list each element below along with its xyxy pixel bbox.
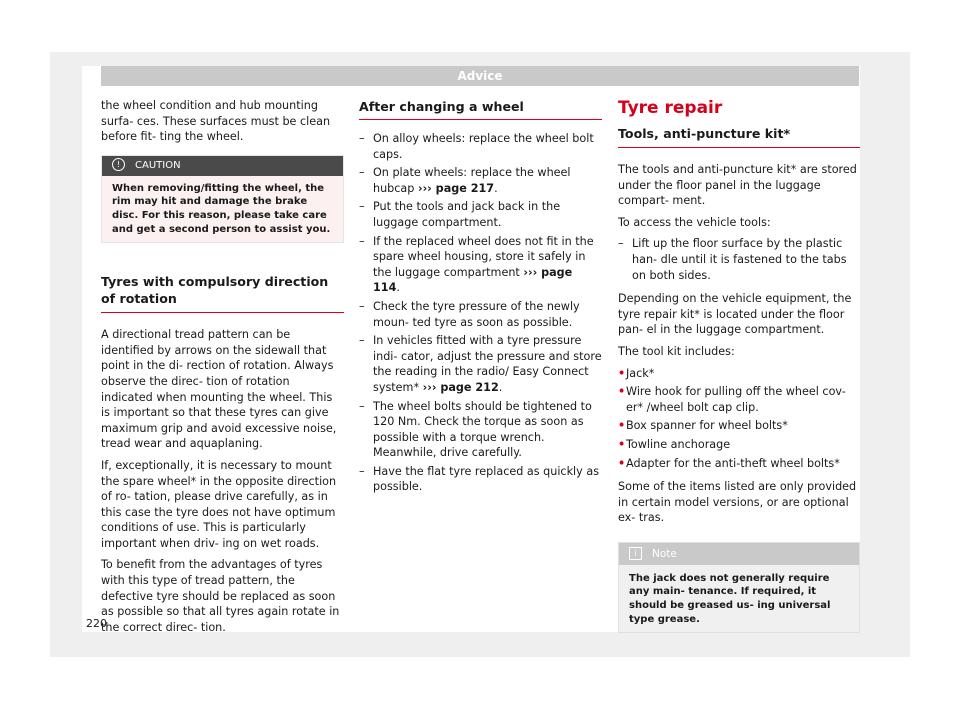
list-item: • Towline anchorage bbox=[618, 437, 860, 453]
caution-header bbox=[102, 156, 343, 176]
note-header bbox=[619, 543, 859, 565]
subsection-title-tools: Tools, anti-puncture kit* bbox=[618, 125, 860, 148]
paragraph: If, exceptionally, it is necessary to mount the spare wheel* in the opposite direction of ro- tation, please drive carefully, as in this case the tyre does not have optimum conditions of use. This is particularly important when driv- ing on wet roads. bbox=[101, 458, 337, 550]
list-item: – The wheel bolts should be tightened to 120 Nm. Check the torque as soon as possible with a torque wrench. Meanwhile, drive carefully. bbox=[359, 399, 602, 461]
paragraph: The tools and anti-puncture kit* are stored under the floor panel in the luggage compart- ment. bbox=[618, 163, 857, 208]
list-item: – Put the tools and jack back in the luggage compartment. bbox=[359, 199, 602, 230]
page-reference[interactable]: ››› page 217 bbox=[417, 181, 495, 195]
section-title-tyre-repair: Tyre repair bbox=[618, 98, 723, 118]
note-box bbox=[618, 542, 860, 633]
page-reference[interactable]: ››› page 212 bbox=[422, 380, 499, 394]
after-change-list bbox=[359, 131, 602, 495]
list-item: • Jack* bbox=[618, 366, 860, 382]
list-item: – If the replaced wheel does not fit in the spare wheel housing, store it safely in the luggage compartment ››› page 114. bbox=[359, 234, 602, 296]
list-item: – In vehicles fitted with a tyre pressure indi- cator, adjust the pressure and store the reading in the radio/ Easy Connect system* ››› page 212. bbox=[359, 333, 602, 395]
caution-text: When removing/fitting the wheel, the rim may hit and damage the brake disc. For this reason, please take care and get a second person to assist you. bbox=[102, 176, 343, 242]
note-text: The jack does not generally require any main- tenance. If required, it should be greased us- ing universal type grease. bbox=[619, 565, 859, 632]
column-left bbox=[101, 98, 344, 641]
access-steps-list bbox=[618, 236, 860, 283]
note-label: Note bbox=[652, 547, 677, 560]
column-middle bbox=[359, 98, 602, 503]
list-item: • Adapter for the anti-theft wheel bolts* bbox=[618, 456, 860, 472]
page-reference[interactable]: ››› page 114 bbox=[373, 265, 573, 295]
caution-box bbox=[101, 155, 344, 243]
section-title-after-change: After changing a wheel bbox=[359, 98, 602, 120]
section-title-direction: Tyres with compulsory direction of rotation bbox=[101, 273, 344, 313]
intro-paragraph: the wheel condition and hub mounting surfa- ces. These surfaces must be clean before fit- ting the wheel. bbox=[101, 99, 331, 144]
warning-icon: ! bbox=[112, 158, 125, 171]
list-item: – Lift up the floor surface by the plastic han- dle until it is fastened to the tabs on both sides. bbox=[618, 236, 860, 283]
paragraph: To access the vehicle tools: bbox=[618, 215, 771, 229]
list-item: – On alloy wheels: replace the wheel bolt caps. bbox=[359, 131, 602, 162]
list-item: – Have the flat tyre replaced as quickly as possible. bbox=[359, 464, 602, 495]
paragraph: A directional tread pattern can be identified by arrows on the sidewall that point in the di- rection of rotation. Always observe the direc- tion of rotation indicated when mounting the wheel. This is important so that these tyres can give maximum grip and avoid excessive noise, tread wear and aquaplaning. bbox=[101, 328, 337, 451]
page-number: 220 bbox=[86, 617, 107, 630]
paragraph: To benefit from the advantages of tyres with this type of tread pattern, the defective tyre should be replaced as soon as possible so that all tyres again rotate in the correct direc- tion. bbox=[101, 558, 340, 634]
paragraph: Some of the items listed are only provided in certain model versions, or are optional ex- tras. bbox=[618, 480, 857, 525]
chapter-header: Advice bbox=[101, 66, 859, 86]
caution-label: CAUTION bbox=[135, 159, 181, 171]
paragraph: The tool kit includes: bbox=[618, 344, 735, 358]
list-item: – Check the tyre pressure of the newly moun- ted tyre as soon as possible. bbox=[359, 299, 602, 330]
column-right bbox=[618, 98, 860, 633]
list-item: • Box spanner for wheel bolts* bbox=[618, 418, 860, 434]
info-icon: i bbox=[629, 547, 642, 560]
list-item: • Wire hook for pulling off the wheel cov- er* /wheel bolt cap clip. bbox=[618, 384, 860, 415]
list-item: – On plate wheels: replace the wheel hubcap ››› page 217. bbox=[359, 165, 602, 196]
paragraph: Depending on the vehicle equipment, the tyre repair kit* is located under the floor pan- el in the luggage compartment. bbox=[618, 292, 852, 337]
tool-kit-list bbox=[618, 366, 860, 472]
